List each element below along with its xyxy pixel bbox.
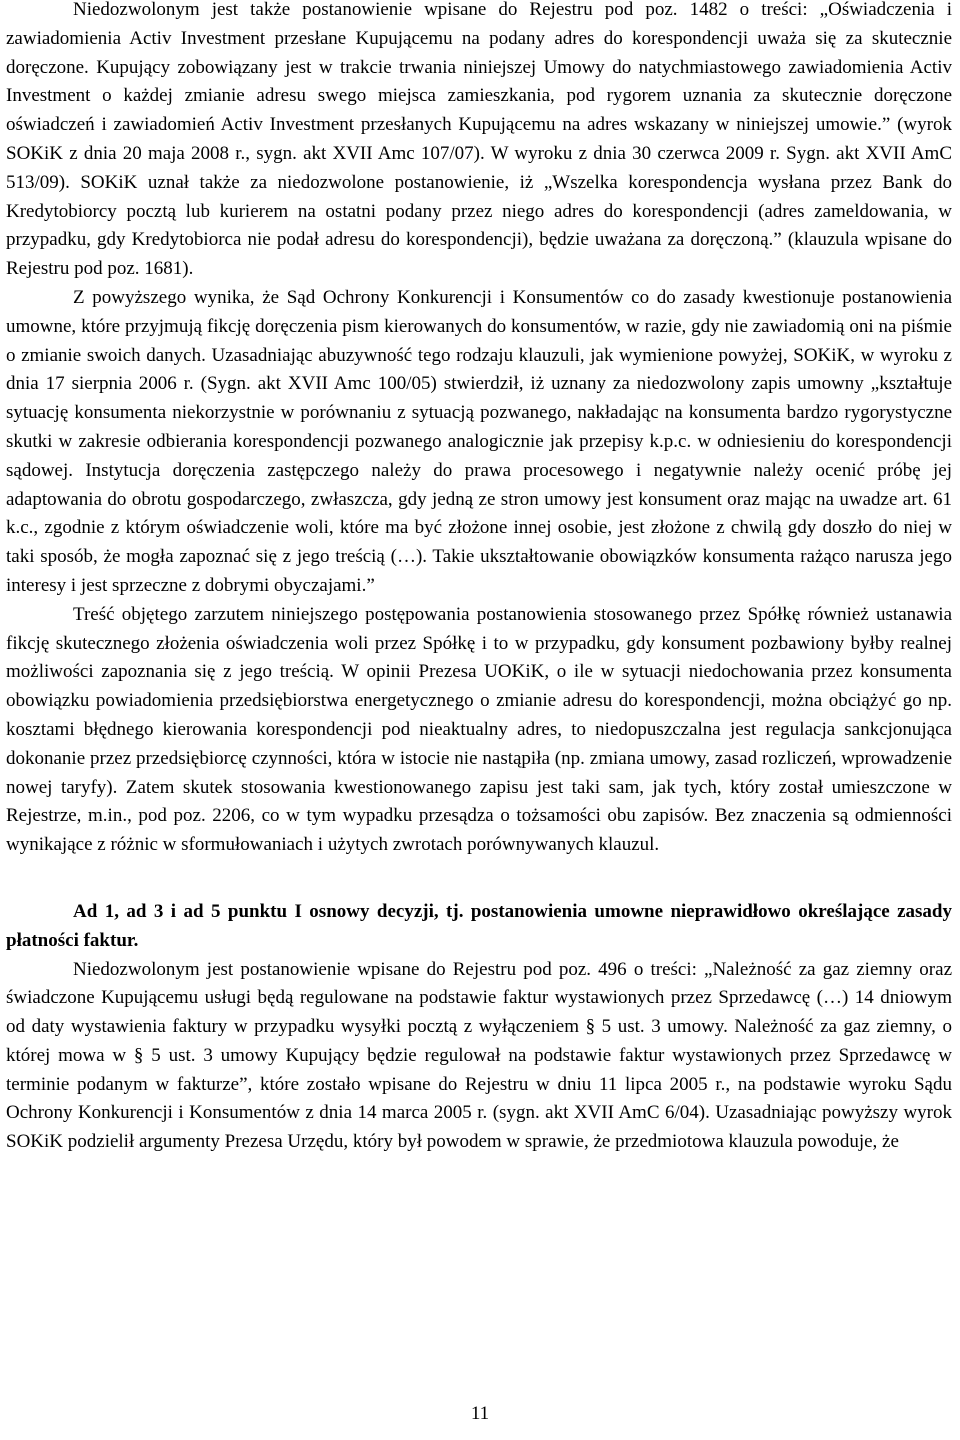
paragraph-uokik-opinion: Treść objętego zarzutem niniejszego postępowania postanowienia stosowanego przez Spółkę również ustanawia fikcję skutecznego złożenia oświadczenia woli przez Spółkę i to w przypadku, gdy konsument pozbawiony byłby realnej możliwości zapoznania się z jego treścią. W opinii Prezesa UOKiK, o ile w sytuacji niedochowania przez konsumenta obowiązku powiadomienia przedsiębiorstwa energetycznego o zmianie adresu do korespondencji, można obciążyć go np. kosztami błędnego kierowania korespondencji pod nieaktualny adres, to niedopuszczalna jest regulacja sankcjonująca dokonanie przez przedsiębiorcę czynności, która w istocie nie nastąpiła (np. zmiana umowy, zasad rozliczeń, wprowadzenie nowej taryfy). Zatem skutek stosowania kwestionowanego zapisu jest taki sam, jak tych, który został umieszczone w Rejestrze, m.in., pod poz. 2206, co w tym wypadku przesądza o tożsamości obu zapisów. Bez znaczenia są odmienności wynikające z różnic w sformułowaniach i użytych zwrotach porównywanych klauzul. [6, 603, 952, 856]
section-gap [6, 860, 952, 898]
paragraph-sokik-fiction: Z powyższego wynika, że Sąd Ochrony Konkurencji i Konsumentów co do zasady kwestionuje postanowienia umowne, które przyjmują fikcję doręczenia pism kierowanych do konsumentów, w razie, gdy nie zawiadomią oni na piśmie o zmianie swoich danych. Uzasadniając abuzywność tego rodzaju klauzuli, jak wymienione powyżej, SOKiK, w wyroku z dnia 17 sierpnia 2006 r. (Sygn. akt XVII Amc 100/05) stwierdził, iż uznany za niedozwolony zapis umowny „kształtuje sytuację konsumenta niekorzystnie w porównaniu z sytuacją pozwanego, nakładając na konsumenta bardzo rygorystyczne skutki w zakresie odbierania korespondencji pozwanego analogicznie jak przepisy k.p.c. w odniesieniu do korespondencji sądowej. Instytucja doręczenia zastępczego należy do prawa procesowego i negatywnie należy ocenić próbę jej adaptowania do obrotu gospodarczego, zwłaszcza, gdy jedną ze stron umowy jest konsument oraz mając na uwadze art. 61 k.c., zgodnie z którym oświadczenie woli, które ma być złożone innej osobie, jest złożone z chwilą gdy doszło do niej w taki sposób, że mogła zapoznać się z jego treścią (…). Takie ukształtowanie obowiązków konsumenta rażąco narusza jego interesy i jest sprzeczne z dobrymi obyczajami.” [6, 286, 952, 596]
section-heading: Ad 1, ad 3 i ad 5 punktu I osnowy decyzji, tj. postanowienia umowne nieprawidłowo określające zasady płatności faktur. [6, 900, 952, 951]
page-number: 11 [470, 1403, 490, 1424]
paragraph-payment-terms: Niedozwolonym jest postanowienie wpisane do Rejestru pod poz. 496 o treści: „Należność za gaz ziemny oraz świadczone Kupującemu usługi będą regulowane na podstawie faktur wystawionych przez Sprzedawcę (…) 14 dniowym od daty wystawienia faktury w przypadku wysyłki pocztą z wyłączeniem § 5 ust. 3 umowy. Należność za gaz ziemny, o której mowa w § 5 ust. 3 umowy Kupujący będzie regulował na podstawie faktur wystawionych przez Sprzedawcę w terminie podanym w fakturze”, które zostało wpisane do Rejestru w dniu 11 lipca 2005 r., na podstawie wyroku Sądu Ochrony Konkurencji i Konsumentów z dnia 14 marca 2005 r. (sygn. akt XVII AmC 6/04). Uzasadniając powyższy wyrok SOKiK podzielił argumenty Prezesa Urzędu, który był powodem w sprawie, że przedmiotowa klauzula powoduje, że [6, 958, 952, 1153]
paragraph-activ-investment: Niedozwolonym jest także postanowienie wpisane do Rejestru pod poz. 1482 o treści: „Oświadczenia i zawiadomienia Activ Investment przesłane Kupującemu na podany adres do korespondencji uważa się za skutecznie doręczone. Kupujący zobowiązany jest w trakcie trwania niniejszej Umowy do natychmiastowego zawiadomienia Activ Investment o każdej zmianie adresu swego miejsca zamieszkania, pod rygorem uznania za skutecznie doręczone oświadczeń i zawiadomień Activ Investment przesłanych Kupującemu na adres wskazany w niniejszej umowie.” (wyrok SOKiK z dnia 20 maja 2008 r., sygn. akt XVII Amc 107/07). W wyroku z dnia 30 czerwca 2009 r. Sygn. akt XVII AmC 513/09). SOKiK uznał także za niedozwolone postanowienie, iż „Wszelka korespondencja wysłana przez Bank do Kredytobiorcy pocztą lub kurierem na ostatni podany przez niego adres do korespondencji (adres zameldowania, w przypadku, gdy Kredytobiorca nie podał adresu do korespondencji), będzie uważana za doręczoną.” (klauzula wpisane do Rejestru pod poz. 1681). [6, 0, 952, 280]
